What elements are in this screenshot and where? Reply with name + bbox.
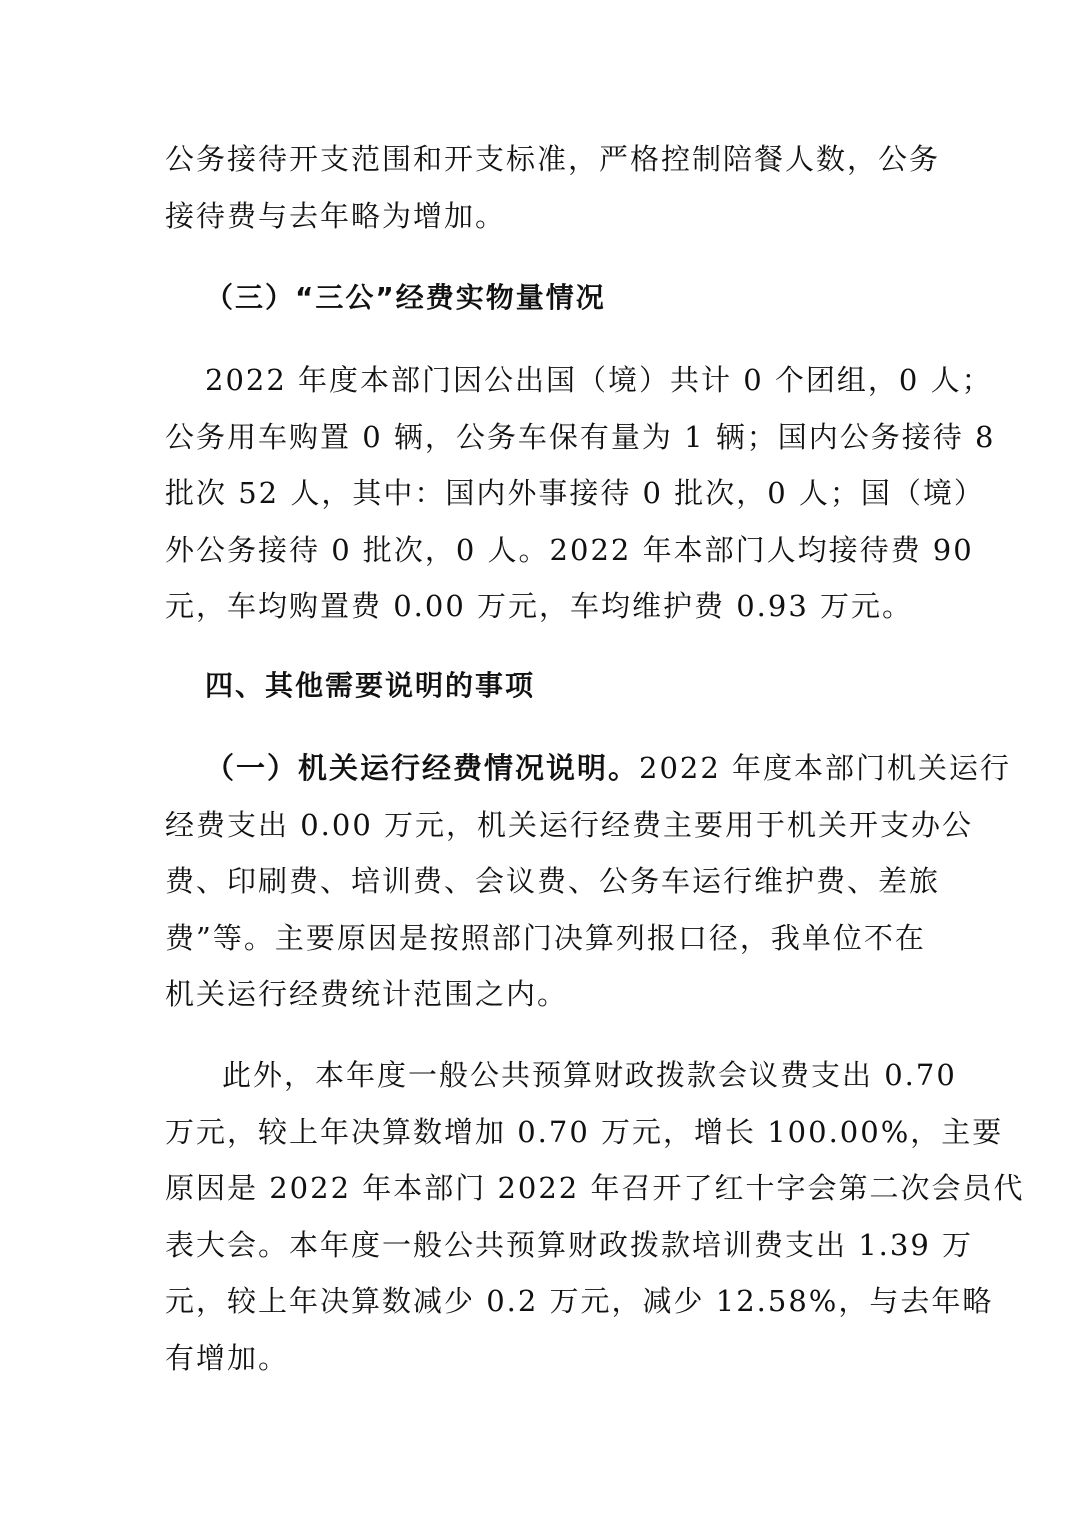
paragraph-line: 原因是 2022 年本部门 2022 年召开了红十字会第二次会员代 xyxy=(165,1171,1025,1205)
paragraph-line: 经费支出 0.00 万元，机关运行经费主要用于机关开支办公 xyxy=(165,808,974,842)
paragraph-line: 表大会。本年度一般公共预算财政拨款培训费支出 1.39 万 xyxy=(165,1228,974,1262)
paragraph-line: 外公务接待 0 批次，0 人。2022 年本部门人均接待费 90 xyxy=(165,533,974,567)
paragraph-line: 元，车均购置费 0.00 万元，车均维护费 0.93 万元。 xyxy=(165,589,914,623)
paragraph-line: 元，较上年决算数减少 0.2 万元，减少 12.58%，与去年略 xyxy=(165,1284,994,1318)
paragraph-line: 公务用车购置 0 辆，公务车保有量为 1 辆；国内公务接待 8 xyxy=(165,420,996,454)
paragraph-line: 费、印刷费、培训费、会议费、公务车运行维护费、差旅 xyxy=(165,864,941,898)
paragraph-line: 公务接待开支范围和开支标准，严格控制陪餐人数，公务 xyxy=(165,142,941,176)
paragraph-line: 接待费与去年略为增加。 xyxy=(165,199,507,233)
paragraph-line: 万元，较上年决算数增加 0.70 万元，增长 100.00%，主要 xyxy=(165,1115,1004,1149)
paragraph-line: 费”等。主要原因是按照部门决算列报口径，我单位不在 xyxy=(165,921,926,955)
section-heading-3: （三）“三公”经费实物量情况 xyxy=(205,281,606,314)
paragraph-text: 2022 年度本部门机关运行 xyxy=(639,751,1012,785)
paragraph-line: 批次 52 人，其中：国内外事接待 0 批次，0 人；国（境） xyxy=(165,476,985,510)
paragraph-line: 有增加。 xyxy=(165,1341,290,1375)
paragraph-line: 机关运行经费统计范围之内。 xyxy=(165,977,569,1011)
paragraph-line: 2022 年度本部门因公出国（境）共计 0 个团组，0 人； xyxy=(205,363,993,397)
section-heading-4: 四、其他需要说明的事项 xyxy=(205,669,536,702)
paragraph-line xyxy=(205,748,1011,788)
subsection-lead: （一）机关运行经费情况说明。 xyxy=(205,751,640,785)
paragraph-line: 此外，本年度一般公共预算财政拨款会议费支出 0.70 xyxy=(222,1058,957,1092)
